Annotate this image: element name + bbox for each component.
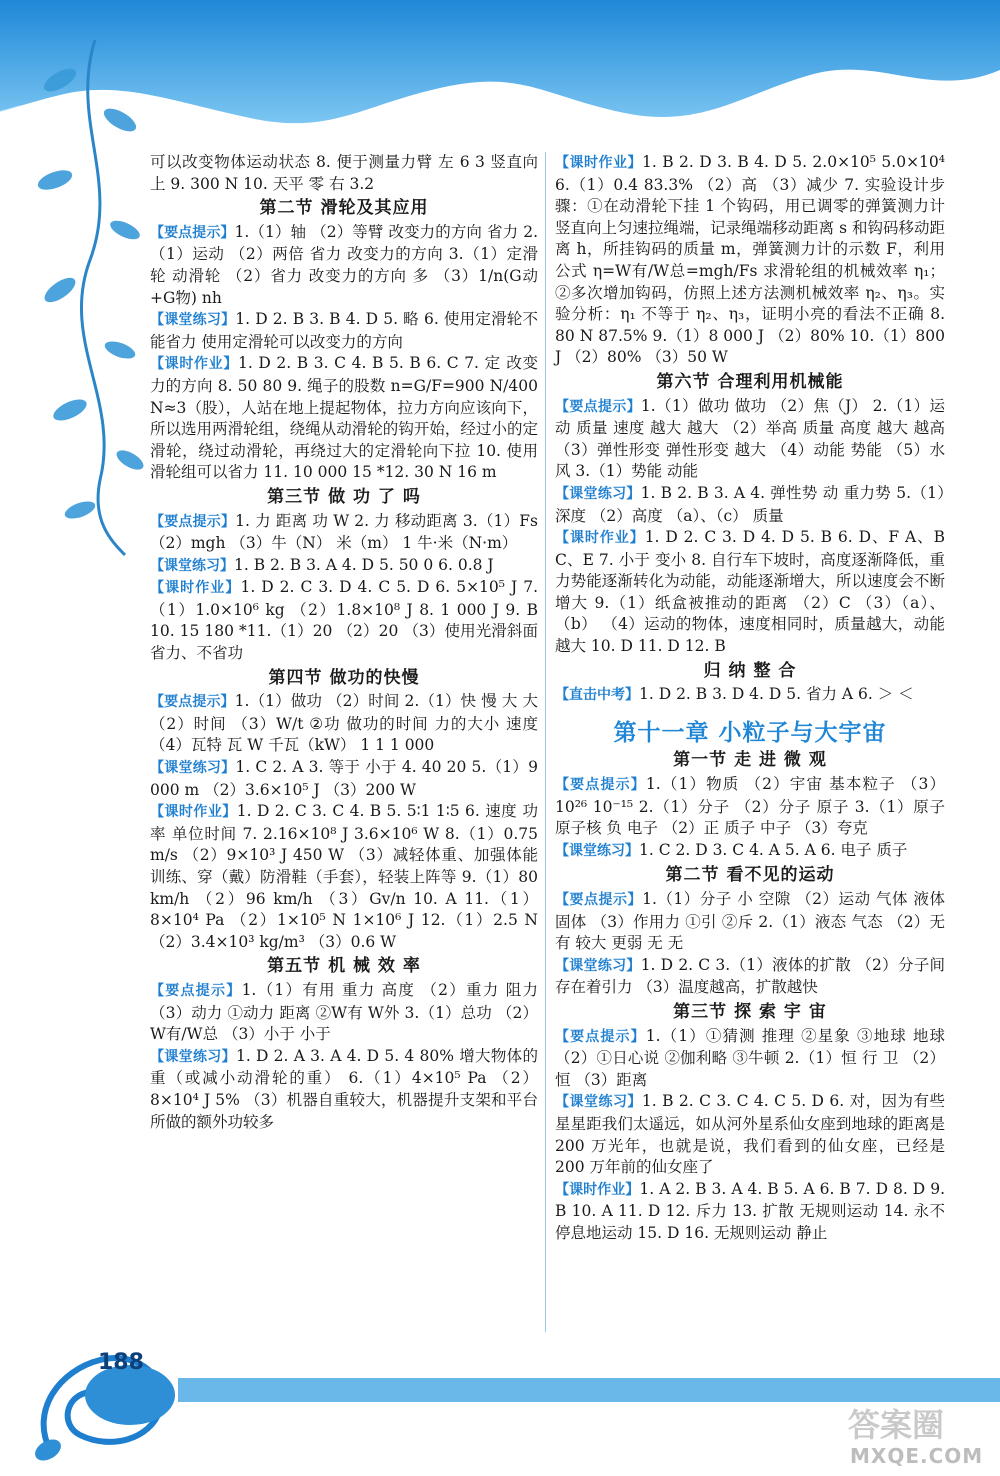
section-tag: 【课时作业】 [150,804,237,821]
section-tag: 【课时作业】 [150,356,239,373]
section-tag: 【课堂练习】 [150,557,234,574]
answer-text: 1.（1）轴 （2）等臂 改变力的方向 省力 2.（1）运动 （2）两倍 省力 改变力的方向 3.（1）定滑轮 动滑轮 （2）省力 改变力的方向 多 （3）1/n(G动+G物) nh [150,222,539,307]
column-divider [545,152,546,1332]
section-heading: 第二节 滑轮及其应用 [259,198,429,219]
answer-paragraph [150,577,538,664]
answer-text: 1. B 2. C 3. C 4. C 5. D 6. 对，因为有些星星距我们太遥远，如从河外星系仙女座到地球的距离是 200 万光年，也就是说，我们看到的仙女座，已经是 200 万年前的仙女座了 [555,1092,946,1177]
answer-text: 1. D 2. B 3. C 4. B 5. B 6. C 7. 定 改变力的方向 8. 50 80 9. 绳子的股数 n=G/F=900 N/400 N≈3（股），人站在地上提起物体，拉力方向应该向下，所以选用两滑轮组，绕绳从动滑轮的钩开始，经过小的定滑轮，绕过动滑轮，再绕过大的定滑轮向下拉 10. 使用滑轮组可以省力 11. 10 000 15 *12. 30 N 16 m [150,354,539,482]
section-heading: 第五节 机 械 效 率 [267,956,421,977]
section-tag: 【直击中考】 [555,687,639,704]
answer-text: 1.（1）做功 （2）时间 2.（1）快 慢 大 大 （2）时间 （3）W/t ②功 做功的时间 力的大小 速度 （4）瓦特 瓦 W 千瓦（kW） 1 1 1 000 [150,692,538,755]
watermark-logo [830,1400,1000,1470]
answer-paragraph [555,1179,945,1245]
answer-paragraph [150,980,538,1046]
answer-paragraph [150,222,538,309]
section-tag: 【课堂练习】 [150,1048,236,1065]
answer-text: 可以改变物体运动状态 8. 便于测量力臂 左 6 3 竖直向上 9. 300 N 10. 天平 零 右 3.2 [150,153,538,193]
answer-paragraph [555,1026,945,1092]
answer-paragraph [150,555,538,578]
section-tag: 【要点提示】 [555,398,641,415]
section-heading: 第三节 探 索 宇 宙 [673,1001,827,1022]
section-tag: 【课堂练习】 [555,842,639,859]
section-tag: 【课堂练习】 [555,485,641,502]
answer-paragraph [555,483,945,527]
section-tag: 【课堂练习】 [150,312,236,329]
page-number: 188 [98,1350,144,1375]
answer-text: 1. D 2. C 3. D 4. D 5. B 6. D、F A、B C、E 7. 小于 变小 8. 自行车下坡时，高度逐渐降低，重力势能逐渐转化为动能，动能逐渐增大，所以速度会不断增大 9.（1）纸盒被推动的距离 （2）C （3）（a）、（b） （4）运动的物体，速度相同时，质量越大，动能越大 10. D 11. D 12. B [555,528,945,656]
answer-paragraph [555,1091,945,1178]
wave-banner [0,0,1000,140]
section-tag: 【要点提示】 [555,777,646,794]
section-tag: 【要点提示】 [150,224,235,241]
section-tag: 【课堂练习】 [555,957,641,974]
answer-paragraph [555,840,945,863]
section-tag: 【要点提示】 [150,982,242,999]
answer-paragraph [555,684,945,707]
answer-paragraph [150,1046,538,1133]
answer-paragraph [555,774,945,840]
watermark-title: 答案圈 [848,1406,945,1444]
section-heading: 归 纳 整 合 [703,660,797,681]
answer-text: 1.（1）分子 小 空隙 （2）运动 气体 液体 固体 （3）作用力 ①引 ②斥 2.（1）液态 气态 （2）无 有 较大 更弱 无 无 [555,890,945,953]
answer-text: 1. C 2. A 3. 等于 小于 4. 40 20 5.（1）9 000 m （2）3.6×10⁵ J （3）200 W [150,758,538,799]
answer-paragraph [150,801,538,953]
answer-text: 1. D 2. B 3. D 4. D 5. 省力 A 6. ＞ ＜ [639,685,914,704]
answer-paragraph [555,889,945,955]
answer-text: 1.（1）有用 重力 高度 （2）重力 阻力 （3）动力 ①动力 距离 ②W有 W外 3.（1）总功 （2）W有/W总 （3）小于 小于 [150,980,538,1044]
section-tag: 【课堂练习】 [555,1094,642,1111]
answer-paragraph [555,396,945,483]
answer-text: 1. D 2. B 3. B 4. D 5. 略 6. 使用定滑轮不能省力 使用定滑轮可以改变力的方向 [150,310,538,351]
section-heading: 第三节 做 功 了 吗 [267,486,421,507]
answer-text: 1. 力 距离 功 W 2. 力 移动距离 3.（1）Fs （2）mgh （3）牛（N） 米（m） 1 牛·米（N·m） [150,511,538,553]
answer-paragraph [555,527,945,658]
answer-text: 1. B 2. B 3. A 4. D 5. 50 0 6. 0.8 J [234,555,494,574]
section-heading: 第四节 做功的快慢 [268,667,420,688]
left-column [150,152,538,1133]
answer-paragraph [150,757,538,801]
answer-text: 1.（1）物质 （2）宇宙 基本粒子 （3）10²⁶ 10⁻¹⁵ 2.（1）分子 （2）分子 原子 3.（1）原子 原子核 负 电子 （2）正 质子 中子 （3）夸克 [555,775,946,838]
section-tag: 【课时作业】 [555,530,645,547]
answer-paragraph [555,152,945,369]
answer-text: 1. C 2. D 3. C 4. A 5. A 6. 电子 质子 [639,840,908,859]
section-tag: 【要点提示】 [555,1028,646,1045]
answer-text: 1.（1）做功 做功 （2）焦（J） 2.（1）运动 质量 速度 越大 越大 （2）举高 质量 高度 越大 越高 （3）弹性形变 弹性形变 越大 （4）动能 势能 （5）水 风 3.（1）势能 动能 [555,396,946,481]
answer-text: 1. D 2. C 3. D 4. C 5. D 6. 5×10⁵ J 7.（1）1.0×10⁶ kg （2）1.8×10⁸ J 8. 1 000 J 9. B 10. 15 180 *11.（1）20 （2）20 （3）使用光滑斜面省力、不省功 [150,578,538,663]
answer-paragraph [150,511,538,555]
section-tag: 【要点提示】 [555,892,643,908]
answer-text: 1. D 2. C 3.（1）液体的扩散 （2）分子间存在着引力 （3）温度越高，扩散越快 [555,955,946,997]
section-tag: 【课堂练习】 [150,760,236,777]
answer-text: 1. D 2. A 3. A 4. D 5. 4 80% 增大物体的重（或减小动滑轮的重） 6.（1）4×10⁵ Pa （2）8×10⁴ J 5% （3）机器自重较大，机器提升支架和平台所做的额外功较多 [150,1046,539,1131]
vine-decoration [0,40,150,560]
section-tag: 【要点提示】 [150,694,235,711]
answer-paragraph [555,955,945,999]
answer-text: 1. B 2. D 3. B 4. D 5. 2.0×10⁵ 5.0×10⁴ 6.（1）0.4 83.3% （2）高 （3）减少 7. 实验设计步骤：①在动滑轮下挂 1 个钩码，用已调零的弹簧测力计竖直向上匀速拉绳端，记录绳端移动距离 s 和钩码移动距离 h，所挂钩码的质量 m，弹簧测力计的示数 F，利用公式 η=W有/W总=mgh/Fs 求滑轮组的机械效率 η₁；②多次增加钩码，仿照上述方法测机械效率 η₂、η₃。实验分析：η₁ 不等于 η₂、η₃，证明小亮的看法不正确 8. 80 N 87.5% 9.（1）8 000 J （2）80% 10.（1）800 J （2）80% （3）50 W [555,153,945,367]
right-column [555,152,945,1245]
answer-text: 1.（1）①猜测 推理 ②星象 ③地球 地球 （2）①日心说 ②伽利略 ③牛顿 2.（1）恒 行 卫 （2）恒 （3）距离 [555,1026,946,1089]
answer-paragraph [150,691,538,757]
section-tag: 【课时作业】 [150,580,241,597]
section-heading: 第六节 合理利用机械能 [656,371,844,392]
section-heading: 第一节 走 进 微 观 [673,750,827,771]
answer-text: 1. D 2. C 3. C 4. B 5. 5∶1 1∶5 6. 速度 功率 单位时间 7. 2.16×10⁸ J 3.6×10⁶ W 8.（1）0.75 m/s （2）9×10³ J 450 W （3）减轻体重、加强体能训练、穿（戴）防滑鞋（手套），轻装上阵等 9.（1）80 km/h （2）96 km/h （3）Gv/n 10. A 11.（1）8×10⁴ Pa （2）1×10⁵ N 1×10⁶ J 12.（1）2.5 N （2）3.4×10³ kg/m³ （3）0.6 W [150,802,538,951]
answer-paragraph [150,353,538,484]
watermark-url: MXQE.COM [850,1444,984,1468]
section-tag: 【要点提示】 [150,513,236,530]
answer-paragraph [150,152,538,195]
answer-paragraph [150,309,538,353]
footer-bar [178,1378,1000,1402]
chapter-heading: 第十一章 小粒子与大宇宙 [613,719,887,746]
answer-text: 1. A 2. B 3. A 4. B 5. A 6. B 7. D 8. D 9. B 10. A 11. D 12. 斥力 13. 扩散 无规则运动 14. 永不停息地运动 15. D 16. 无规则运动 静止 [555,1179,945,1242]
leaf-decoration [20,1300,190,1470]
answer-text: 1. B 2. B 3. A 4. 弹性势 动 重力势 5.（1）深度 （2）高度 （a）、（c） 质量 [555,483,946,525]
section-tag: 【课时作业】 [555,155,642,171]
section-tag: 【课时作业】 [555,1181,640,1198]
section-heading: 第二节 看不见的运动 [665,865,835,886]
